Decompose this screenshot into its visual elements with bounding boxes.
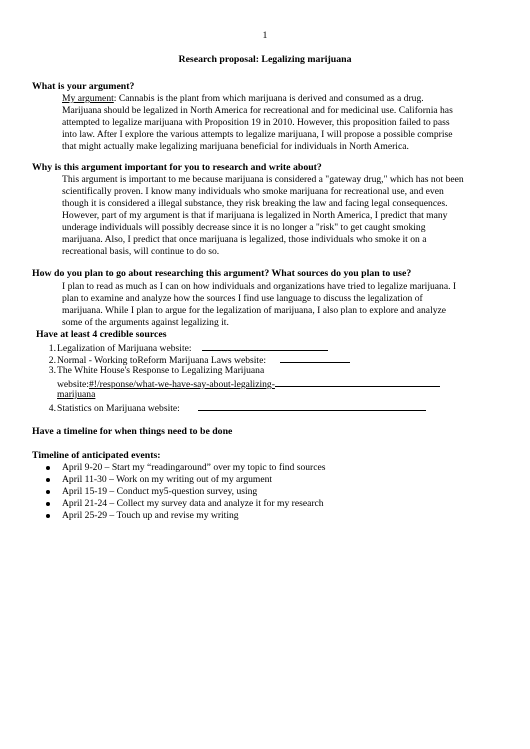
argument-line: into law. After I explore the various attempts to legalize marijuana, I will propose a possible comprise [62, 129, 453, 140]
sources-list [46, 341, 506, 413]
source-item: 2.Normal - Working toReform Marijuana Laws website: [46, 353, 506, 365]
bullet-icon [46, 502, 50, 506]
importance-paragraph [62, 174, 502, 258]
importance-line: underage individuals will possibly decrease since it is no longer a "risk" to get caught smoking [62, 222, 426, 233]
timeline-heading: Have a timeline for when things need to be done [32, 426, 233, 437]
source-item: 4.Statistics on Marijuana website: [46, 401, 506, 413]
list-item: April 9-20 – Start my “readingaround” over my topic to find sources [46, 462, 486, 474]
source-link[interactable]: marijuana [57, 389, 96, 400]
source-item: 3.The White House's Response to Legalizing Marijuana [48, 365, 265, 376]
source-link-blank[interactable] [280, 353, 350, 363]
research-plan-line: marijuana. While I plan to argue for the legalization of marijuana, I also plan to explore and analyze [62, 305, 447, 316]
sources-heading: Have at least 4 credible sources [36, 329, 167, 340]
my-argument-label: My argument [62, 93, 114, 104]
bullet-icon [46, 478, 50, 482]
importance-line: marijuana. Also, I predict that once marijuana is legalized, those individuals who smoke it on a [62, 234, 427, 245]
document-title: Research proposal: Legalizing marijuana [178, 54, 352, 65]
research-plan-line: I plan to read as much as I can on how individuals and organizations have tried to legalize marijuana. I [62, 281, 457, 292]
source-item: 1.Legalization of Marijuana website: [46, 341, 506, 353]
bullet-icon [46, 466, 50, 470]
list-item: April 21-24 – Collect my survey data and analyze it for my research [46, 498, 486, 510]
argument-line: that might actually make legalizing marijuana beneficial for individuals in North America. [62, 141, 409, 152]
bullet-icon [46, 490, 50, 494]
timeline-events-heading: Timeline of anticipated events: [32, 450, 161, 461]
page-number: 1 [262, 30, 268, 41]
list-item: April 25-29 – Touch up and revise my writing [46, 510, 486, 522]
source-link-blank[interactable] [202, 341, 328, 351]
list-item: April 11-30 – Work on my writing out of my argument [46, 474, 486, 486]
importance-line: recreational basis, will continue to do so. [62, 246, 220, 257]
source-url-line: website:#!/response/what-we-have-say-about-legalizing- [46, 377, 506, 389]
source-link-blank[interactable] [198, 401, 426, 411]
importance-line: though it is considered a illegal substance, they risk breaking the law and facing legal consequences. [62, 198, 448, 209]
importance-line: This argument is important to me because marijuana is considered a "gateway drug," which has not been [62, 174, 464, 185]
timeline-events-list [46, 462, 486, 522]
question-research-plan-heading: How do you plan to go about researching this argument? What sources do you plan to use? [32, 268, 412, 279]
list-item: April 15-19 – Conduct my5-question survey, using [46, 486, 486, 498]
importance-line: However, part of my argument is that if marijuana is legalized in North America, I predict that many [62, 210, 448, 221]
importance-line: scientifically proven. I know many individuals who smoke marijuana for recreational use, and even [62, 186, 444, 197]
question-importance-heading: Why is this argument important for you to research and write about? [32, 162, 322, 173]
argument-paragraph [62, 93, 502, 153]
argument-line: attempted to legalize marijuana with Proposition 19 in 2010. However, this proposition failed to pass [62, 117, 450, 128]
source-link-blank[interactable] [275, 377, 440, 387]
research-plan-paragraph [62, 281, 502, 329]
research-plan-line: some of the arguments against legalizing it. [62, 317, 229, 328]
question-argument-heading: What is your argument? [32, 81, 135, 92]
source-url-line [46, 389, 506, 401]
source-link[interactable]: #!/response/what-we-have-say-about-legalizing- [88, 379, 275, 390]
argument-line-rest: : Cannabis is the plant from which marijuana is derived and consumed as a drug. [113, 93, 424, 104]
bullet-icon [46, 514, 50, 518]
argument-line [62, 93, 502, 105]
research-plan-line: plan to examine and analyze how the sources I find use language to discuss the legalization of [62, 293, 423, 304]
argument-line: Marijuana should be legalized in North America for recreational and for medicinal use. California has [62, 105, 453, 116]
